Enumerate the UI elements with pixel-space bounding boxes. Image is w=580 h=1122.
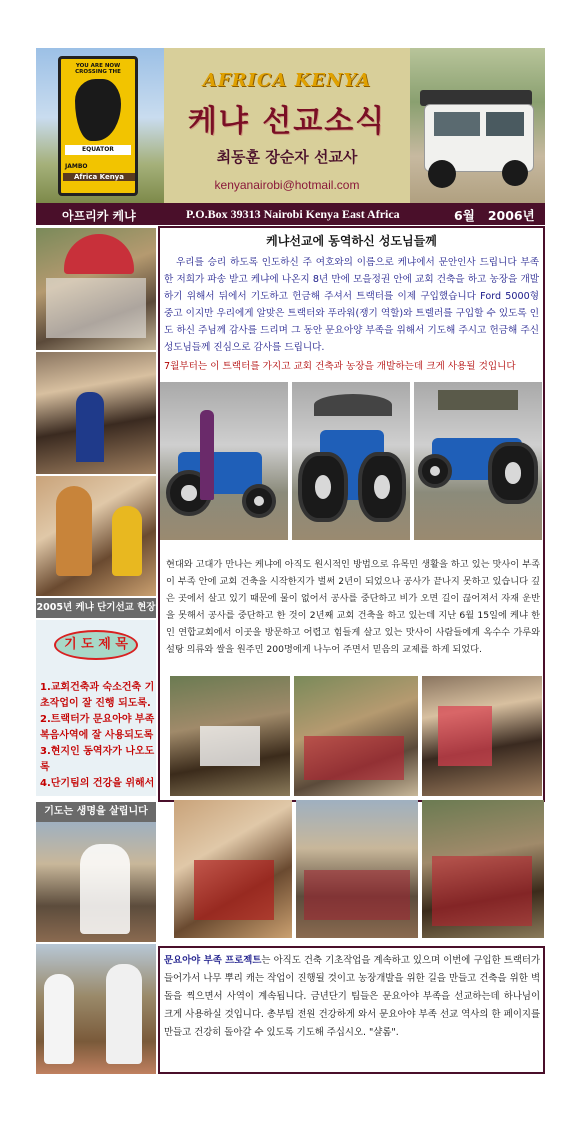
sidebar-photo-children — [36, 476, 156, 596]
prayer-item: 1.교회건축과 숙소건축 기초작업이 잘 진행 되도록. — [40, 682, 155, 709]
email-address[interactable]: kenyanairobi@hotmail.com — [214, 178, 360, 192]
sidebar-photo-kids — [36, 944, 156, 1074]
article1-body: 우리를 승리 하도록 인도하신 주 여호와의 이름으로 케냐에서 문안인사 드립니다 부족한 저희가 파송 받고 케냐에 나온지 8년 만에 모을정권 안에 교회 건축을 하고 농장을 개발하기 위해서 뒤에서 기도하고 헌금해 주셔서 트랙터를 이제 구입했습니다 Ford 5000형 중고 이지만 우리에게 알맞은 트랙터와 푸라워(쟁기 역할)와 트렐러를 구입할 수 있도록 인도 하신 주님께 감사를 드리며 그 동안 문요아양 부족을 위해서 기도해 주시고 헌금해 주신 성도님들께 진심으로 감사를 드립니다. — [164, 257, 540, 353]
sidebar-photo-teacher — [36, 822, 156, 942]
sidebar-photo-tent — [36, 228, 156, 350]
article3-lead: 문요아야 부족 프로젝트 — [164, 955, 262, 966]
sign-line1: YOU ARE NOW — [75, 63, 121, 69]
sign-country: Africa Kenya — [63, 173, 135, 181]
article3-body: 는 아직도 건축 기초작업을 계속하고 있으며 이번에 구입한 트랙터가 들어가서 나무 뿌리 캐는 작업이 진행될 것이고 농장개발을 위한 길을 만들고 건축을 위한 벽돌을 찍으면서 사역이 계속됩니다. 금년단기 팀들은 문요아야 부족을 선교하는데 하나님이 크게 사용하실 것입니다. 총부팀 전원 건강하게 와서 문요아야 부족 선교 역사의 한 페이지를 만들고 건강히 돌아갈 수 있도록 기도해 주십시오. "샬롬". — [164, 955, 540, 1038]
missionary-names: 최동훈 장순자 선교사 — [216, 148, 358, 166]
prayer-item: 4.단기팀의 건강을 위해서 — [40, 778, 155, 789]
article1-heading: 케냐선교에 동역하신 성도님들께 — [266, 234, 437, 248]
bar-date: 6월 2006년 — [454, 208, 535, 223]
equator-sign-photo — [36, 48, 164, 203]
prayer-item: 3.현지인 동역자가 나오도록 — [40, 746, 155, 773]
sign-jambo: JAMBO — [65, 163, 88, 170]
sidebar-caption-2005: 2005년 케냐 단기선교 현장 — [36, 598, 156, 618]
tractor-photo-2 — [292, 382, 410, 540]
prayer-panel — [36, 620, 156, 796]
gathering-photo-3 — [422, 676, 542, 796]
land-cruiser-photo — [410, 48, 545, 203]
sign-line2: CROSSING THE — [75, 69, 121, 75]
banner-africa-kenya: AFRICA KENYA — [202, 70, 372, 91]
article1-highlight: 7월부터는 이 트랙터를 가지고 교회 건축과 농장을 개발하는데 크게 사용될 것입니다 — [164, 361, 516, 372]
africa-map-icon — [75, 79, 121, 141]
sidebar-caption-prayer: 기도는 생명을 살립니다 — [36, 802, 156, 822]
gathering-photo-4 — [174, 800, 292, 938]
article3-text — [164, 952, 540, 1042]
gathering-photo-6 — [422, 800, 544, 938]
info-bar — [36, 203, 545, 225]
newsletter-title: 케냐 선교소식 — [187, 104, 387, 139]
article2-body: 현대와 고대가 만나는 케냐에 아직도 원시적인 방법으로 유목민 생활을 하고 있는 맛사이 부족이 부족 안에 교회 건축을 시작한지가 벌써 2년이 되었으나 공사가 끝나지 못하고 있습니다 깊은 곳에서 살고 있기 때문에 물이 없어서 공사를 중단하고 비가 오면 길이 끊어져서 자재 운반을 못해서 공사를 중단하고 한 것이 2년째 교회 건축을 하고 있는데 지난 6월 15일에 케냐 한인 연합교회에서 이곳을 방문하고 어렵고 힘들게 살고 있는 맛사이 사람들에게 옥수수 가루와 설탕 의류와 쌀을 원주민 200명에게 나누어 주면서 믿음의 교제를 하게 되었다. — [166, 559, 540, 655]
header-box — [164, 48, 410, 203]
tractor-photo-1 — [160, 382, 288, 540]
sign-equator: EQUATOR — [65, 145, 131, 155]
gathering-photo-1 — [170, 676, 290, 796]
gathering-photo-2 — [294, 676, 418, 796]
prayer-item: 2.트랙터가 문요아야 부족 복음사역에 잘 사용되도록 — [40, 714, 155, 741]
sidebar-photo-crowd — [36, 352, 156, 474]
bar-address: P.O.Box 39313 Nairobi Kenya East Africa — [186, 207, 400, 221]
prayer-title: 기 도 제 목 — [54, 630, 138, 660]
tractor-photo-3 — [414, 382, 542, 540]
gathering-photo-5 — [296, 800, 418, 938]
bar-left: 아프리카 케냐 — [62, 209, 136, 223]
